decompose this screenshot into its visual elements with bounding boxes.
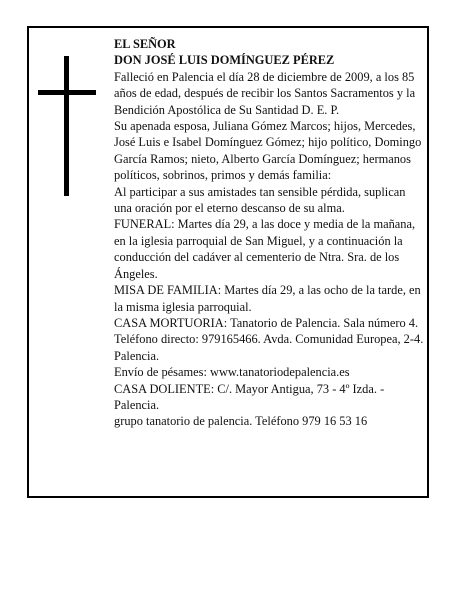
cross-icon-bar [38,90,96,95]
family-list: Su apenada esposa, Juliana Gómez Marcos; hijos, Mercedes, José Luis e Isabel Domínguez Gómez; hijo político, Domingo García Ramos; nieto, Alberto García Domínguez; hermanos políticos, sobrinos, primos y demás familia: [114,119,422,183]
obituary-text [114,36,426,430]
deceased-name: DON JOSÉ LUIS DOMÍNGUEZ PÉREZ [114,53,335,68]
prayer-request: Al participar a sus amistades tan sensible pérdida, suplican una oración por el eterno descanso de su alma. [114,184,406,216]
funeral-group-footer: grupo tanatorio de palencia. Teléfono 979 16 53 16 [114,414,368,429]
cross-icon [64,56,69,196]
condolences-link: Envío de pésames: www.tanatoriodepalencia.es [114,365,350,380]
family-home-info: CASA DOLIENTE: C/. Mayor Antigua, 73 - 4º Izda. - Palencia. [114,381,385,412]
title-line-1: EL SEÑOR [114,37,176,51]
family-mass-info: MISA DE FAMILIA: Martes día 29, a las ocho de la tarde, en la misma iglesia parroquial. [114,283,421,314]
funeral-info: FUNERAL: Martes día 29, a las doce y media de la mañana, en la iglesia parroquial de San Miguel, y a continuación la conducción del cadáver al cementerio de Ntra. Sra. de los Ángeles. [114,217,416,281]
death-announcement: Falleció en Palencia el día 28 de diciembre de 2009, a los 85 años de edad, después de recibir los Santos Sacramentos y la Bendición Apostólica de Su Santidad D. E. P. [114,69,416,117]
funeral-home-info: CASA MORTUORIA: Tanatorio de Palencia. Sala número 4. Teléfono directo: 979165466. Avda. Comunidad Europea, 2-4. Palencia. [114,315,424,363]
